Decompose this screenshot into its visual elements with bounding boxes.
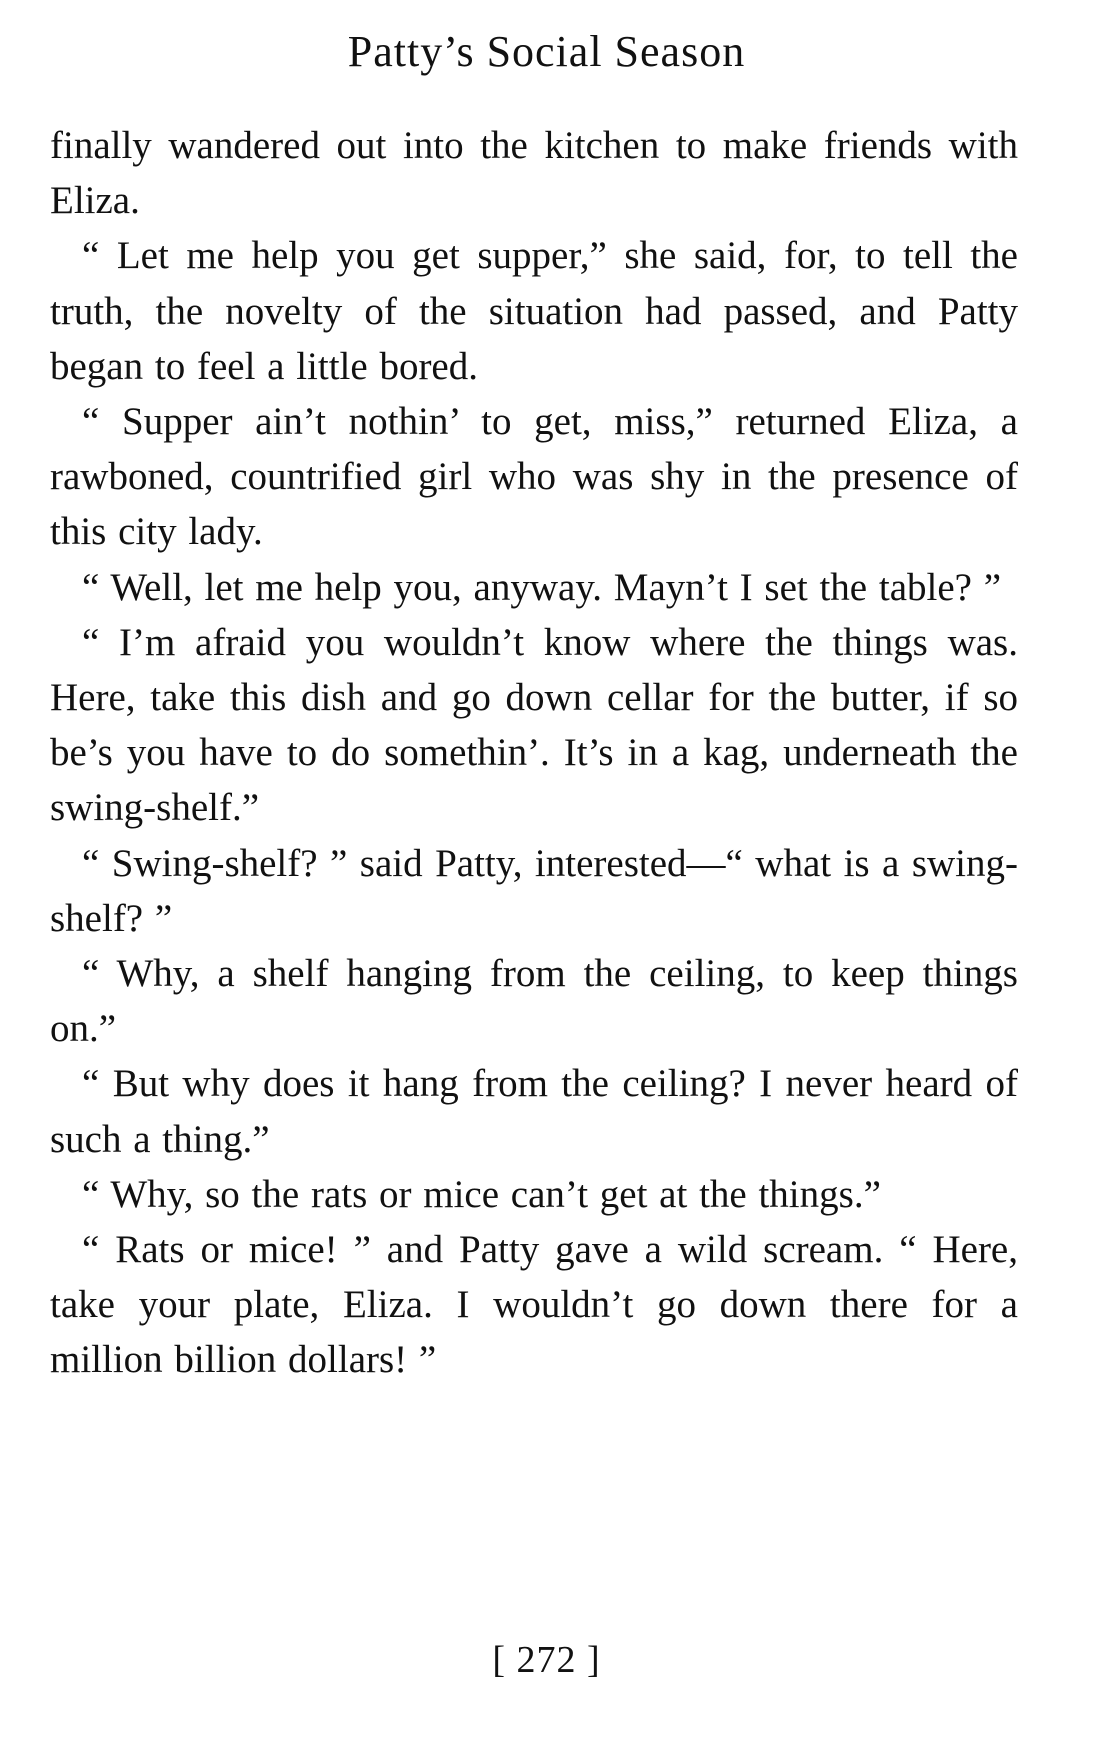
running-title: Patty’s Social Season bbox=[347, 27, 746, 76]
paragraph: “ Well, let me help you, anyway. Mayn’t I set the table? ” bbox=[82, 565, 1002, 609]
paragraph: “ Why, a shelf hanging from the ceiling, to keep things on.” bbox=[50, 952, 1018, 1051]
paragraph: finally wandered out into the kitchen to make friends with Eliza. bbox=[50, 124, 1018, 223]
paragraph: “ Supper ain’t nothin’ to get, miss,” returned Eliza, a rawboned, countrified girl who was shy in the presence of this city lady. bbox=[50, 400, 1018, 554]
paragraph: “ Why, so the rats or mice can’t get at the things.” bbox=[82, 1172, 881, 1216]
paragraph: “ Rats or mice! ” and Patty gave a wild scream. “ Here, take your plate, Eliza. I wouldn’t go down there for a million billion dollars! ” bbox=[50, 1228, 1018, 1382]
paragraph: “ But why does it hang from the ceiling? I never heard of such a thing.” bbox=[50, 1062, 1018, 1161]
paragraph: “ I’m afraid you wouldn’t know where the things was. Here, take this dish and go down cellar for the butter, if so be’s you have to do somethin’. It’s in a kag, underneath the swing-shelf.” bbox=[50, 620, 1018, 830]
page-number: [ 272 ] bbox=[492, 1639, 601, 1681]
body-text bbox=[50, 118, 1018, 1388]
paragraph: “ Swing-shelf? ” said Patty, interested—“ what is a swing-shelf? ” bbox=[50, 841, 1018, 940]
paragraph: “ Let me help you get supper,” she said, for, to tell the truth, the novelty of the situation had passed, and Patty began to feel a little bored. bbox=[50, 234, 1018, 388]
